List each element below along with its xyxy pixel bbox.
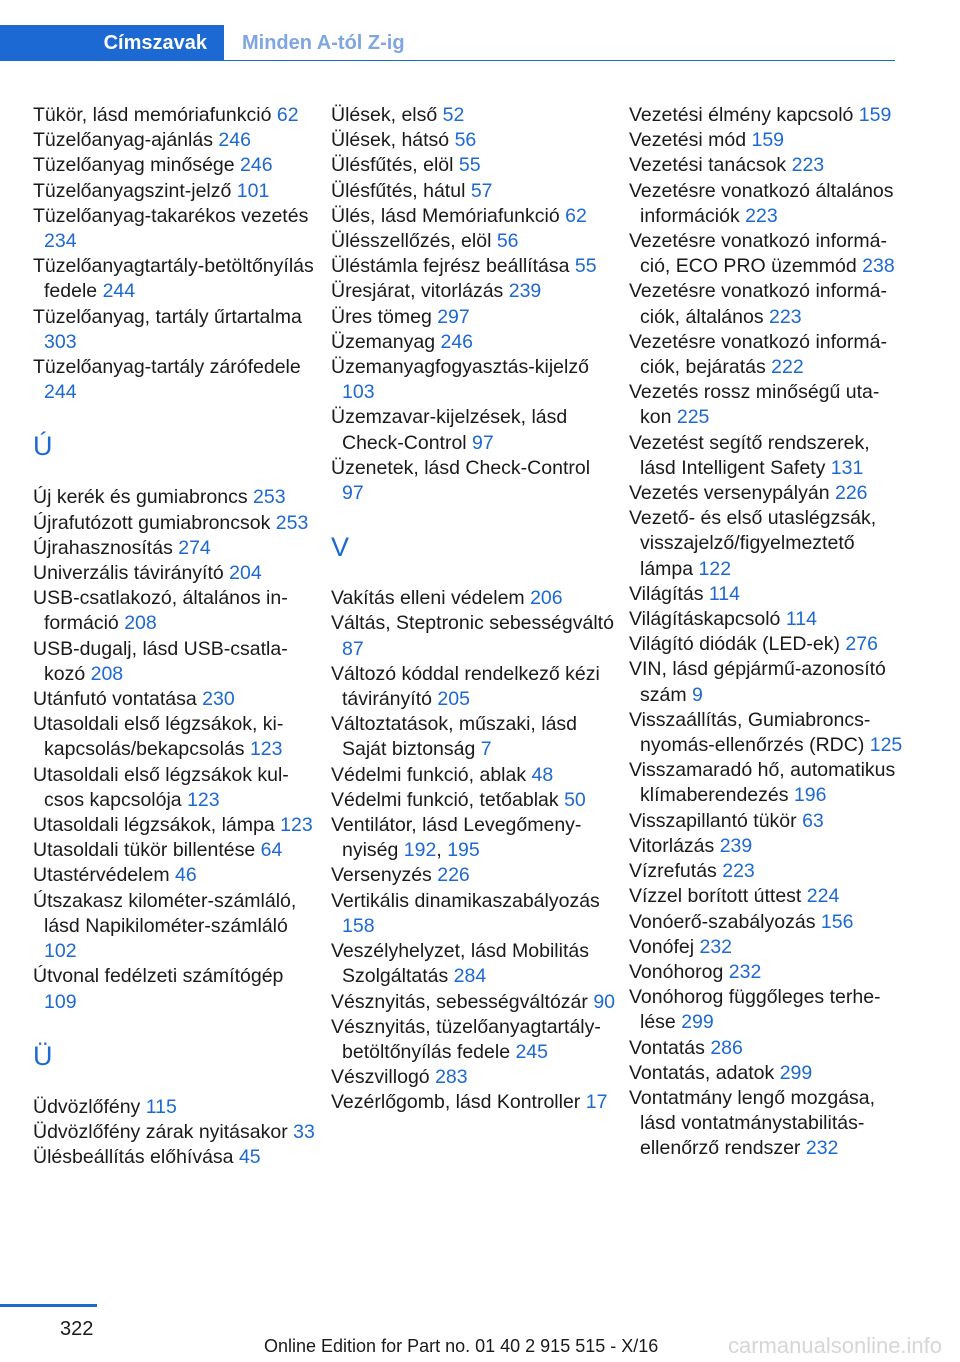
index-entry-text: Vertikális dinamikaszabályozás bbox=[331, 889, 600, 912]
edition-note: Online Edition for Part no. 01 40 2 915 515 - X/16 bbox=[264, 1336, 659, 1356]
index-entry-text: Ülésfűtés, elöl bbox=[331, 154, 459, 177]
page-reference-link[interactable]: 232 bbox=[805, 1137, 839, 1160]
index-entry bbox=[331, 586, 616, 611]
index-entry-text: Vésznyitás, tüzelőanyagtartály-betöltőnyílás fedele bbox=[331, 1015, 601, 1063]
index-entry bbox=[331, 990, 616, 1015]
index-entry bbox=[33, 838, 318, 863]
index-entry bbox=[33, 485, 318, 510]
index-entry-text: Tüzelőanyag minősége bbox=[33, 154, 241, 177]
page-reference-link[interactable]: 284 bbox=[453, 965, 487, 988]
index-entry bbox=[629, 910, 904, 935]
index-entry-text: Univerzális távirányító bbox=[33, 562, 230, 585]
index-entry bbox=[331, 229, 616, 254]
page-reference-link[interactable]: 101 bbox=[236, 179, 270, 202]
index-entry-text: Tüzelőanyag-tartály zárófedele bbox=[33, 356, 301, 379]
index-entry bbox=[331, 103, 616, 128]
page-reference-link[interactable]: 159 bbox=[858, 104, 892, 126]
index-entry-text: Ventilátor, lásd Levegőmenynyiség bbox=[331, 814, 582, 862]
page-reference-link[interactable]: 276 bbox=[845, 633, 878, 656]
index-entry bbox=[629, 431, 904, 481]
index-entry-text: Útszakasz kilométer-számláló, lásd Napikilométer-számláló bbox=[33, 889, 297, 937]
page-reference-link[interactable]: 226 bbox=[834, 482, 868, 505]
index-entry-text: Üléstámla fejrész beállítása bbox=[331, 255, 575, 278]
page-reference-link[interactable]: 244 bbox=[44, 381, 77, 404]
index-entry bbox=[629, 179, 904, 229]
index-entry bbox=[33, 763, 318, 813]
index-entry bbox=[331, 712, 616, 762]
index-entry-text: Utasoldali tükör billentése bbox=[33, 839, 261, 862]
index-entry-text: USB-csatlakozó, általános információ bbox=[33, 587, 288, 635]
index-column-2 bbox=[331, 103, 616, 1116]
index-entry-text: Tüzelőanyagszint-jelző bbox=[33, 179, 237, 202]
index-entry bbox=[629, 1036, 904, 1061]
page-reference-link[interactable]: 299 bbox=[779, 1061, 813, 1084]
index-entry-text: Vontatás bbox=[629, 1036, 711, 1059]
page-reference-link[interactable]: 244 bbox=[102, 280, 136, 303]
page-reference-link[interactable]: 33 bbox=[293, 1120, 315, 1143]
page-reference-link[interactable]: 246 bbox=[240, 154, 273, 177]
index-entry-text: Vezetésre vonatkozó információ, ECO PRO üzemmód bbox=[629, 230, 887, 278]
index-entry-text: Üresjárat, vitorlázás bbox=[331, 280, 509, 303]
page-reference-link[interactable]: 125 bbox=[869, 734, 903, 757]
page-reference-link[interactable]: 224 bbox=[806, 885, 840, 908]
index-entry bbox=[629, 1086, 904, 1162]
index-entry-text: Visszapillantó tükör bbox=[629, 809, 803, 832]
section-letter: V bbox=[331, 532, 350, 563]
index-entry-text: Ülés, lásd Memóriafunkció bbox=[331, 204, 566, 227]
index-entry-text: Vezetésre vonatkozó információk, általános bbox=[629, 280, 887, 328]
page-reference-link[interactable]: 156 bbox=[820, 910, 854, 933]
index-entry-text: Ülésbeállítás előhívása bbox=[33, 1146, 239, 1169]
index-entry-text: Változtatások, műszaki, lásd Saját biztonság bbox=[331, 713, 578, 761]
index-entry-text: Védelmi funkció, tetőablak bbox=[331, 788, 565, 811]
index-entry-text: Újrafutózott gumiabroncsok bbox=[33, 511, 276, 534]
index-entry bbox=[629, 506, 904, 582]
index-entry bbox=[33, 305, 318, 355]
page-reference-link[interactable]: 274 bbox=[178, 536, 211, 559]
index-entry bbox=[629, 229, 904, 279]
page-reference-link[interactable]: 245 bbox=[515, 1040, 548, 1063]
index-entry-text: Vízzel borított úttest bbox=[629, 885, 807, 908]
page-reference-link[interactable]: 123 bbox=[187, 788, 220, 811]
index-entry-text: Változó kóddal rendelkező kézi távirányító bbox=[331, 662, 600, 711]
page-reference-link[interactable]: 246 bbox=[218, 129, 251, 152]
page-reference-link[interactable]: 46 bbox=[174, 864, 197, 887]
index-entry-text: Üdvözlőfény bbox=[33, 1095, 146, 1118]
index-entry bbox=[33, 204, 318, 254]
index-entry-text: Ülések, hátsó bbox=[331, 129, 455, 152]
index-entry-text: Vonóhorog függőleges terhelése bbox=[629, 986, 881, 1034]
page-reference-link[interactable]: 223 bbox=[722, 860, 755, 883]
page-reference-link[interactable]: 286 bbox=[710, 1036, 743, 1059]
index-entry-text: Vezetés versenypályán bbox=[629, 482, 835, 505]
index-entry bbox=[33, 687, 318, 712]
index-entry bbox=[629, 758, 904, 808]
page-reference-link[interactable]: 223 bbox=[769, 305, 802, 328]
page-reference-link[interactable]: 115 bbox=[145, 1095, 177, 1118]
header-tabbar bbox=[0, 25, 895, 61]
index-entry-text: Vonófej bbox=[629, 935, 700, 958]
tab-keywords[interactable] bbox=[0, 25, 224, 61]
index-entry-text: Üdvözlőfény zárak nyitásakor bbox=[33, 1120, 294, 1143]
index-entry bbox=[629, 330, 904, 380]
index-entry-text: Visszamaradó hő, automatikus klímaberendezés bbox=[629, 759, 896, 807]
index-column-1 bbox=[33, 103, 318, 1170]
index-entry-text: Visszaállítás, Gumiabroncsnyomás-ellenőrzés (RDC) bbox=[629, 708, 871, 757]
page-reference-link[interactable]: 97 bbox=[472, 431, 494, 454]
index-entry-text: Új kerék és gumiabroncs bbox=[33, 486, 254, 509]
index-entry bbox=[629, 884, 904, 909]
index-entry bbox=[33, 355, 318, 405]
page-reference-link[interactable]: 253 bbox=[275, 511, 309, 534]
index-entry-text: Vezetési tanácsok bbox=[629, 154, 792, 177]
index-entry-text: Vontatmány lengő mozgása, lásd vontatmánystabilitás-ellenőrző rendszer bbox=[629, 1086, 876, 1160]
index-entry-text: Váltás, Steptronic sebességváltó bbox=[331, 612, 614, 635]
index-entry bbox=[629, 103, 904, 128]
index-entry bbox=[331, 863, 616, 888]
page-reference-link[interactable]: 299 bbox=[681, 1011, 714, 1034]
index-entry bbox=[629, 607, 904, 632]
index-entry bbox=[331, 889, 616, 939]
index-entry-text: Vakítás elleni védelem bbox=[331, 587, 531, 610]
page-reference-link[interactable]: 7 bbox=[480, 738, 492, 761]
page-reference-link[interactable]: 64 bbox=[260, 839, 283, 862]
page-reference-link[interactable]: 223 bbox=[745, 204, 778, 227]
index-entry bbox=[629, 1061, 904, 1086]
index-entry bbox=[629, 380, 904, 430]
index-entry bbox=[33, 254, 318, 304]
index-entry bbox=[33, 889, 318, 965]
index-entry-text: Utasoldali első légzsákok, kikapcsolás/bekapcsolás bbox=[33, 713, 284, 761]
index-entry bbox=[331, 179, 616, 204]
index-entry-text: Üres tömeg bbox=[331, 305, 438, 328]
index-entry-text: Vontatás, adatok bbox=[629, 1061, 780, 1084]
index-entry-text: Tükör, lásd memóriafunkció bbox=[33, 104, 277, 126]
index-entry-text: USB-dugalj, lásd USB-csatlakozó bbox=[33, 637, 288, 685]
page-reference-link[interactable]: 246 bbox=[440, 330, 474, 353]
index-entry bbox=[331, 330, 616, 355]
index-entry bbox=[33, 637, 318, 687]
index-entry bbox=[331, 611, 616, 661]
index-entry bbox=[33, 1095, 318, 1120]
index-entry-text: Vezetés rossz minőségű utakon bbox=[629, 381, 880, 429]
index-entry bbox=[629, 279, 904, 329]
index-column-3 bbox=[629, 103, 904, 1162]
page-reference-link[interactable]: 9 bbox=[692, 683, 703, 706]
page-reference-link[interactable]: 225 bbox=[676, 406, 710, 429]
index-entry-text: Vitorlázás bbox=[629, 834, 720, 857]
index-entry bbox=[331, 662, 616, 712]
page-reference-link[interactable]: 114 bbox=[708, 582, 740, 605]
index-entry-text: Üzemzavar-kijelzések, lásd Check-Control bbox=[331, 406, 568, 454]
page-reference-link[interactable]: 232 bbox=[699, 935, 733, 958]
index-entry bbox=[331, 1015, 616, 1065]
index-entry-text: Vezetést segítő rendszerek, lásd Intelligent Safety bbox=[629, 431, 870, 479]
index-entry bbox=[629, 481, 904, 506]
index-entry-text: Utastérvédelem bbox=[33, 864, 175, 887]
index-entry-text: Vezetési élmény kapcsoló bbox=[629, 104, 859, 126]
index-entry bbox=[33, 1145, 318, 1170]
index-entry bbox=[331, 1065, 616, 1090]
page-reference-link[interactable]: 223 bbox=[791, 154, 825, 177]
tab-keywords-label: Címszavak bbox=[103, 31, 207, 54]
index-entry-text: Védelmi funkció, ablak bbox=[331, 763, 532, 786]
index-entry bbox=[331, 153, 616, 178]
index-entry-text: Vonóhorog bbox=[629, 960, 729, 983]
page-reference-link[interactable]: 63 bbox=[802, 809, 824, 832]
index-entry bbox=[331, 1090, 616, 1115]
page-reference-link[interactable]: 90 bbox=[593, 990, 616, 1013]
index-entry bbox=[629, 859, 904, 884]
page-reference-link[interactable]: 123 bbox=[280, 814, 313, 837]
index-entry bbox=[33, 179, 318, 204]
index-entry bbox=[33, 128, 318, 153]
index-entry-text: Üzenetek, lásd Check-Control bbox=[331, 456, 591, 479]
index-entry bbox=[331, 279, 616, 304]
page-reference-link[interactable]: 205 bbox=[437, 688, 470, 711]
index-entry bbox=[331, 128, 616, 153]
index-entry bbox=[629, 632, 904, 657]
index-entry-text: Vízrefutás bbox=[629, 860, 723, 883]
index-entry bbox=[33, 863, 318, 888]
page-reference-link[interactable]: 253 bbox=[253, 486, 286, 509]
page-reference-link[interactable]: 56 bbox=[496, 230, 519, 253]
page-reference-link[interactable]: 55 bbox=[574, 255, 597, 278]
index-entry bbox=[629, 128, 904, 153]
index-entry-text: Világításkapcsoló bbox=[629, 608, 786, 631]
index-entry-text: Ülések, első bbox=[331, 104, 443, 126]
index-entry-text: VIN, lásd gépjármű-azonosító szám bbox=[629, 658, 886, 706]
index-entry bbox=[331, 813, 616, 863]
index-entry-text: Vezetésre vonatkozó információk, bejáratás bbox=[629, 330, 887, 379]
index-entry bbox=[331, 788, 616, 813]
index-entry bbox=[629, 935, 904, 960]
page-reference-link[interactable]: 208 bbox=[90, 662, 124, 685]
section-letter: Ü bbox=[33, 1040, 53, 1071]
page-reference-link[interactable]: 114 bbox=[785, 608, 817, 631]
page-reference-link[interactable]: 208 bbox=[124, 612, 157, 635]
index-entry-text: Tüzelőanyagtartály-betöltőnyílás fedele bbox=[33, 255, 314, 303]
index-entry-text: Veszélyhelyzet, lásd Mobilitás Szolgáltatás bbox=[331, 940, 589, 988]
page-reference-link[interactable]: 226 bbox=[437, 864, 470, 887]
index-entry bbox=[629, 809, 904, 834]
index-entry-text: Újrahasznosítás bbox=[33, 536, 179, 559]
page-reference-link[interactable]: 297 bbox=[437, 305, 470, 328]
index-entry-text: Tüzelőanyag-takarékos vezetés bbox=[33, 204, 309, 227]
index-entry bbox=[629, 985, 904, 1035]
page-reference-link[interactable]: 204 bbox=[229, 562, 262, 585]
index-entry bbox=[33, 964, 318, 1014]
page-reference-link[interactable]: 97 bbox=[342, 482, 364, 505]
index-entry bbox=[629, 582, 904, 607]
footer-divider bbox=[0, 1304, 97, 1307]
page-reference-link[interactable]: 17 bbox=[585, 1091, 608, 1114]
index-entry bbox=[33, 586, 318, 636]
index-entry bbox=[629, 708, 904, 758]
tab-a-to-z-label: Minden A-tól Z-ig bbox=[242, 31, 405, 54]
index-entry bbox=[33, 153, 318, 178]
index-entry bbox=[331, 405, 616, 455]
page-reference-link[interactable]: 50 bbox=[564, 788, 586, 811]
page-reference-link[interactable]: 123 bbox=[249, 738, 283, 761]
index-entry-text: Útvonal fedélzeti számítógép bbox=[33, 965, 284, 988]
page-reference-link[interactable]: 232 bbox=[728, 960, 762, 983]
page-reference-link[interactable]: 192 bbox=[403, 839, 437, 862]
index-entry-text: Utánfutó vontatása bbox=[33, 688, 203, 711]
tab-a-to-z[interactable] bbox=[242, 25, 405, 61]
index-entry-text: Világítás bbox=[629, 582, 709, 605]
index-entry bbox=[629, 657, 904, 707]
page-reference-link[interactable]: 303 bbox=[44, 330, 77, 353]
page-reference-link[interactable]: 103 bbox=[342, 381, 375, 404]
index-entry-text: Üzemanyagfogyasztás-kijelző bbox=[331, 356, 589, 379]
index-entry bbox=[629, 153, 904, 178]
index-entry bbox=[331, 763, 616, 788]
index-entry-text: Utasoldali légzsákok, lámpa bbox=[33, 814, 281, 837]
page-reference-link[interactable]: 283 bbox=[435, 1066, 468, 1089]
index-entry-text: Vezetésre vonatkozó általános információk bbox=[629, 179, 894, 227]
index-entry bbox=[33, 813, 318, 838]
page-reference-link[interactable]: 196 bbox=[793, 784, 827, 807]
index-entry-text: Vezetési mód bbox=[629, 129, 752, 152]
index-entry bbox=[629, 960, 904, 985]
index-entry-text: Tüzelőanyag-ajánlás bbox=[33, 129, 219, 152]
index-entry bbox=[331, 355, 616, 405]
page-reference-link[interactable]: 57 bbox=[470, 179, 493, 202]
page-reference-link[interactable]: 222 bbox=[771, 356, 804, 379]
index-entry-text: Ülésszellőzés, elöl bbox=[331, 230, 497, 253]
index-entry-text: Ülésfűtés, hátul bbox=[331, 179, 471, 202]
page-reference-link[interactable]: 102 bbox=[44, 940, 77, 963]
index-entry bbox=[33, 511, 318, 536]
index-entry-text: Utasoldali első légzsákok kulcsos kapcsolója bbox=[33, 763, 289, 811]
page-reference-link[interactable]: 62 bbox=[565, 204, 587, 227]
page-reference-link[interactable]: 109 bbox=[44, 990, 77, 1013]
page-reference-link[interactable]: 239 bbox=[719, 834, 753, 857]
page-reference-link[interactable]: 62 bbox=[276, 104, 299, 126]
index-entry bbox=[33, 103, 318, 128]
page-reference-link[interactable]: 56 bbox=[454, 129, 477, 152]
page-reference-link[interactable]: 238 bbox=[862, 255, 895, 278]
index-entry-text: Vezérlőgomb, lásd Kontroller bbox=[331, 1091, 586, 1114]
page-reference-link[interactable]: 159 bbox=[751, 129, 785, 152]
index-entry bbox=[33, 536, 318, 561]
index-entry-text: Tüzelőanyag, tartály űrtartalma bbox=[33, 305, 302, 328]
index-entry-text: Versenyzés bbox=[331, 864, 438, 887]
index-entry bbox=[33, 561, 318, 586]
header-divider bbox=[224, 60, 895, 61]
page-reference-link[interactable]: 87 bbox=[342, 637, 364, 660]
index-entry-text: Vonóerő-szabályozás bbox=[629, 910, 821, 933]
index-entry-text: Vezető- és első utaslégzsák, visszajelző/figyelmeztető lámpa bbox=[629, 507, 877, 580]
page-reference-link[interactable]: 206 bbox=[530, 587, 563, 610]
section-letter: Ú bbox=[33, 431, 53, 462]
index-entry-text: Üzemanyag bbox=[331, 330, 441, 353]
index-entry bbox=[629, 834, 904, 859]
page-reference-link[interactable]: 45 bbox=[238, 1146, 261, 1169]
index-entry-text: Világító diódák (LED-ek) bbox=[629, 633, 846, 656]
index-entry bbox=[33, 1120, 318, 1145]
page-reference-link[interactable]: 158 bbox=[342, 914, 375, 937]
page-number: 322 bbox=[60, 1318, 94, 1340]
index-entry bbox=[331, 939, 616, 989]
page-reference-link[interactable]: 234 bbox=[44, 230, 77, 253]
index-entry bbox=[33, 712, 318, 762]
page-reference-link[interactable]: 239 bbox=[508, 280, 542, 303]
page-reference-link[interactable]: 230 bbox=[202, 688, 235, 711]
page-reference-link[interactable]: 55 bbox=[458, 154, 481, 177]
index-entry-text: Vésznyitás, sebességváltózár bbox=[331, 990, 594, 1013]
index-entry bbox=[331, 254, 616, 279]
page-reference-link[interactable]: 48 bbox=[531, 763, 554, 786]
index-entry-text: Vészvillogó bbox=[331, 1066, 436, 1089]
index-entry bbox=[331, 305, 616, 330]
page-reference-link[interactable]: 122 bbox=[698, 557, 732, 580]
page-reference-link[interactable]: 195 bbox=[447, 839, 480, 862]
page-reference-link[interactable]: 131 bbox=[830, 456, 864, 479]
watermark: carmanualsonline.info bbox=[728, 1333, 943, 1358]
page-reference-separator: , bbox=[436, 839, 448, 862]
index-entry bbox=[331, 456, 616, 506]
page-reference-link[interactable]: 52 bbox=[442, 104, 465, 126]
index-entry bbox=[331, 204, 616, 229]
